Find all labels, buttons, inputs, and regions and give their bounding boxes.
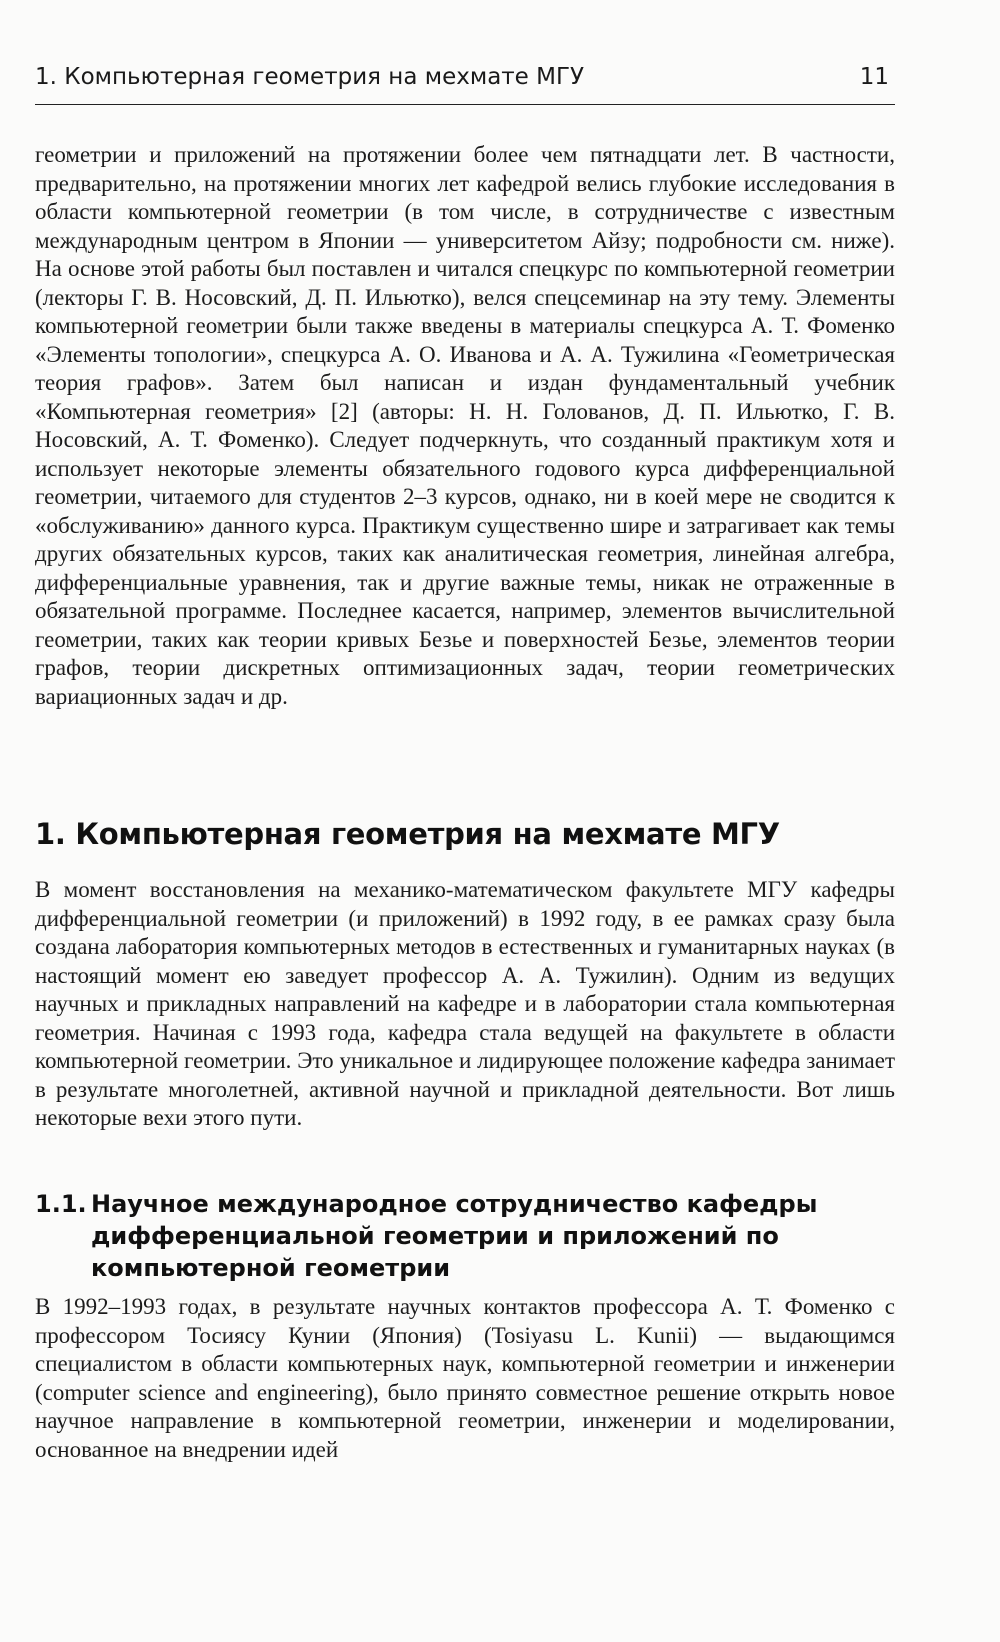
intro-paragraph: геометрии и приложений на протяжении более чем пятнадцати лет. В частности, предварительно, на протяжении многих лет кафедрой велись глубокие исследования в области компьютерной геометрии (в том числе, в сотрудничестве с известным международным центром в Японии — университетом Айзу; подробности см. ниже). На основе этой работы был поставлен и читался спецкурс по компьютерной геометрии (лекторы Г. В. Носовский, Д. П. Ильютко), велся спецсеминар на эту тему. Элементы компьютерной геометрии были также введены в материалы спецкурса А. Т. Фоменко «Элементы топологии», спецкурса А. О. Иванова и А. А. Тужилина «Геометрическая теория графов». Затем был написан и издан фундаментальный учебник «Компьютерная геометрия» [2] (авторы: Н. Н. Голованов, Д. П. Ильютко, Г. В. Носовский, А. Т. Фоменко). Следует подчеркнуть, что созданный практикум хотя и использует некоторые элементы обязательного годового курса дифференциальной геометрии, читаемого для студентов 2–3 курсов, однако, ни в коей мере не сводится к «обслуживанию» данного курса. Практикум существенно шире и затрагивает как темы других обязательных курсов, таких как аналитическая геометрия, линейная алгебра, дифференциальные уравнения, так и другие важные темы, никак не отраженные в обязательной программе. Последнее касается, например, элементов вычислительной геометрии, таких как теории кривых Безье и поверхностей Безье, элементов теории графов, теории дискретных оптимизационных задач, теории геометрических вариационных задач и др. (35, 142, 895, 709)
subsection-paragraph: В 1992–1993 годах, в результате научных контактов профессора А. Т. Фоменко с профессором Тосиясу Кунии (Япония) (Tosiyasu L. Kunii) — выдающимся специалистом в области компьютерных наук, компьютерной геометрии и инженерии (computer science and engineering), было принято совместное решение открыть новое научное направление в компьютерной геометрии, инженерии и моделировании, основанное на внедрении идей (35, 1294, 895, 1462)
page-number: 11 (859, 64, 889, 90)
subsection-heading (35, 1188, 895, 1288)
subsection-number: 1.1. (35, 1190, 87, 1218)
running-title: 1. Компьютерная геометрия на мехмате МГУ (35, 64, 585, 90)
section-paragraph: В момент восстановления на механико-математическом факультете МГУ кафедры дифференциальной геометрии (и приложений) в 1992 году, в ее рамках сразу была создана лаборатория компьютерных методов в естественных и гуманитарных науках (в настоящий момент ею заведует профессор А. А. Тужилин). Одним из ведущих научных и прикладных направлений на кафедре и в лаборатории стала компьютерная геометрия. Начиная с 1993 года, кафедра стала ведущей на факультете в области компьютерной геометрии. Это уникальное и лидирующее положение кафедра занимает в результате многолетней, активной научной и прикладной деятельности. Вот лишь некоторые вехи этого пути. (35, 877, 895, 1130)
subsection-title: Научное международное сотрудничество кафедры дифференциальной геометрии и приложений по компьютерной геометрии (91, 1190, 818, 1282)
section-title: 1. Компьютерная геометрия на мехмате МГУ (35, 817, 780, 851)
running-header (35, 64, 895, 105)
